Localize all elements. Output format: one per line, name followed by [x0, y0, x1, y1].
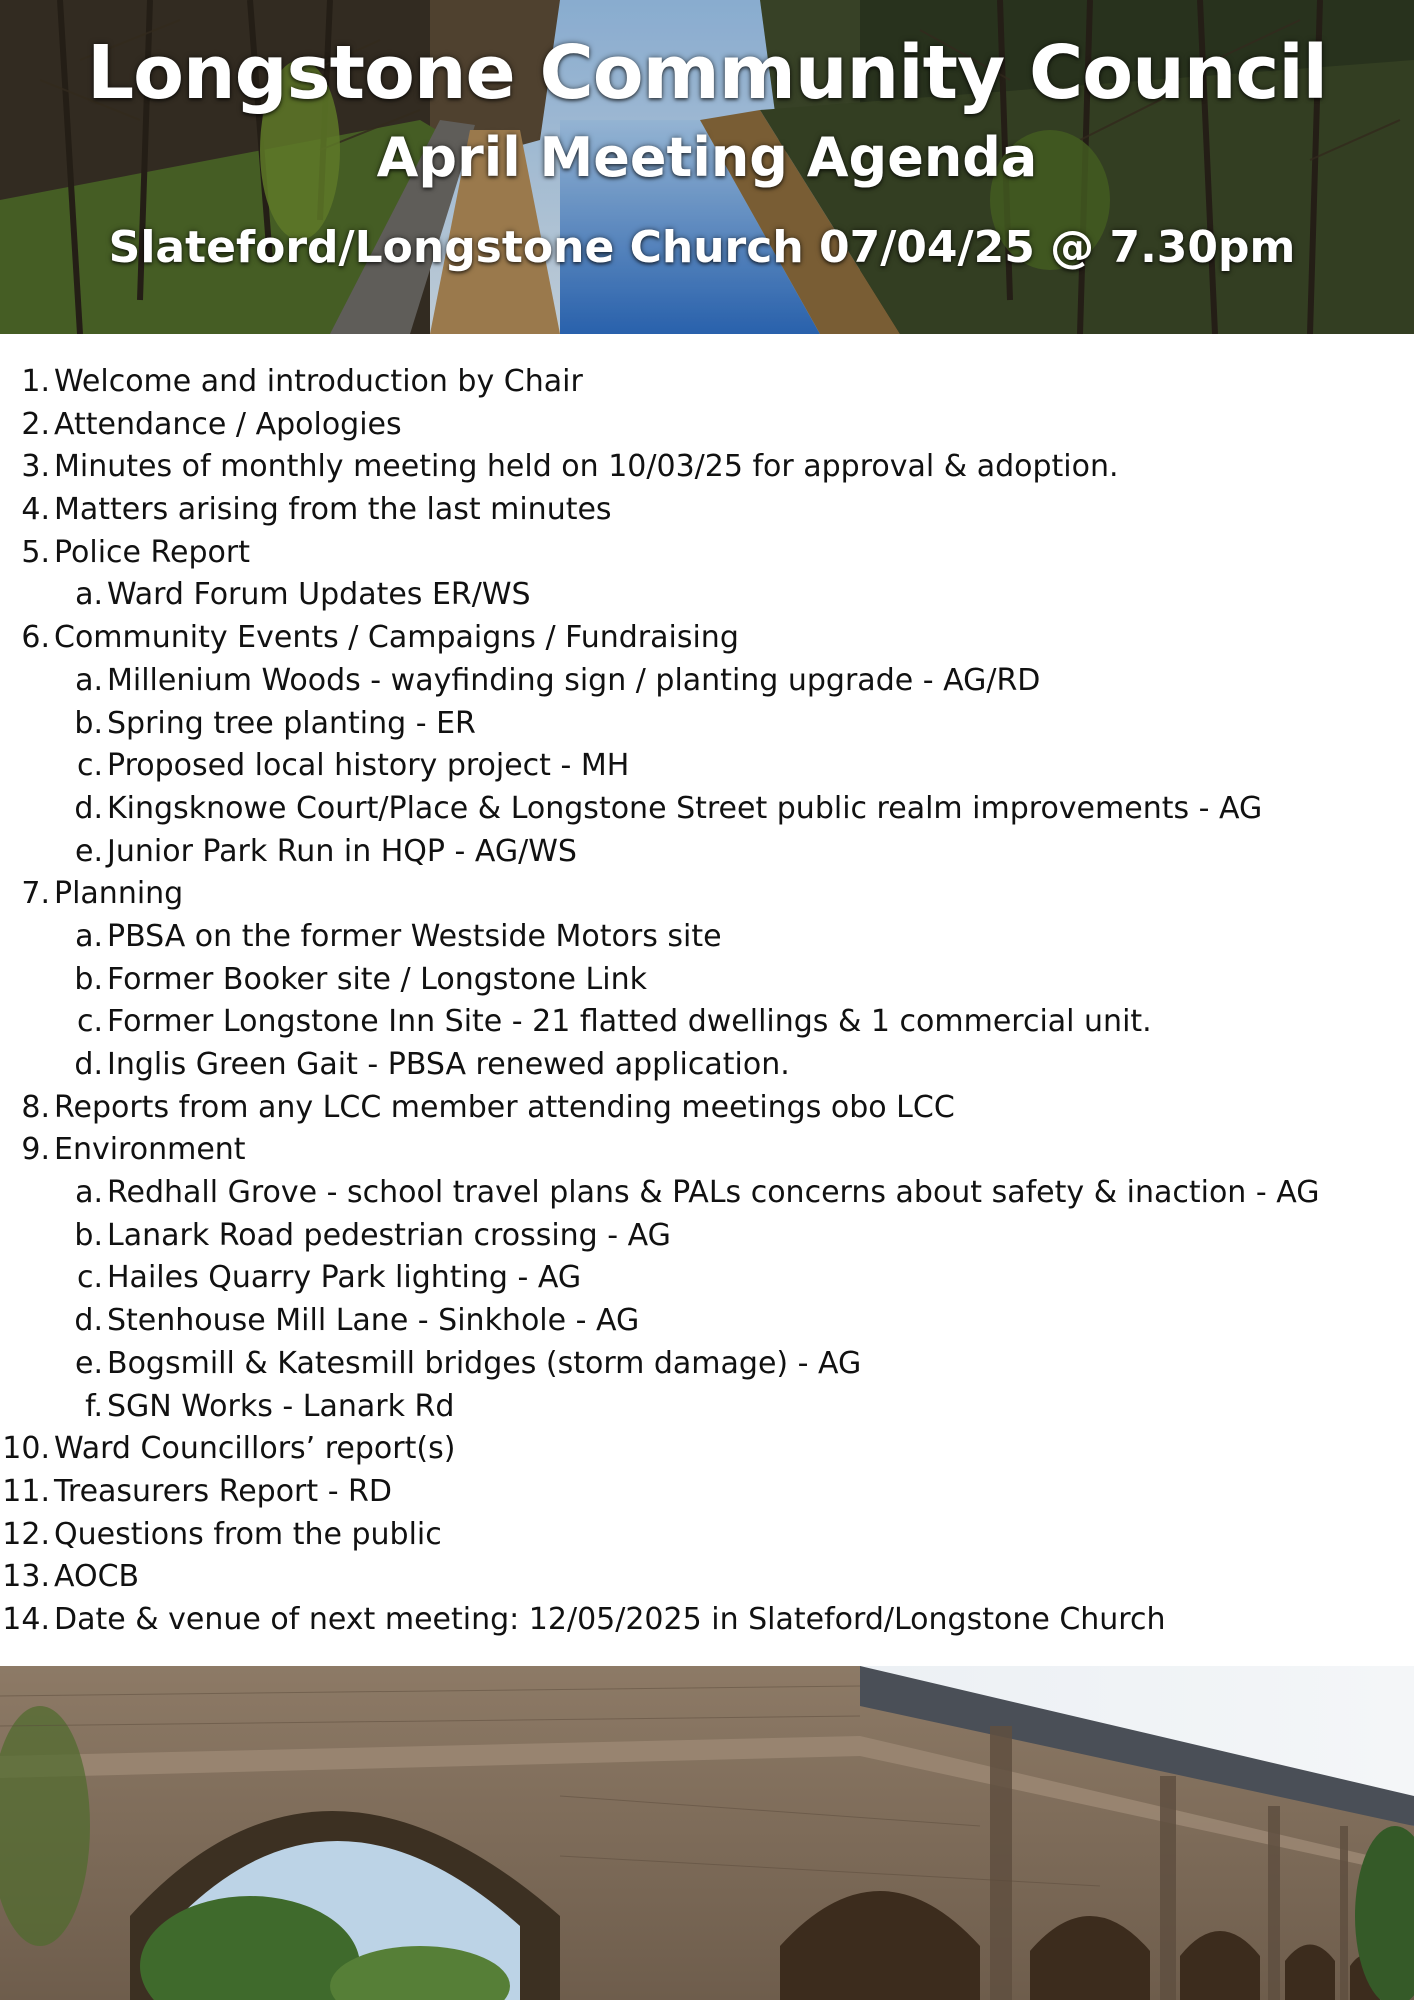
agenda-subitem-text: Hailes Quarry Park lighting - AG: [107, 1260, 582, 1296]
agenda-subitem-letter: d.: [74, 1047, 103, 1082]
agenda-item-text: Community Events / Campaigns / Fundraising: [54, 620, 739, 656]
agenda-subitem-letter: d.: [74, 1303, 103, 1339]
agenda-item-text: Treasurers Report - RD: [54, 1473, 392, 1509]
meeting-subtitle: April Meeting Agenda: [376, 126, 1038, 189]
agenda-subitem-text: Inglis Green Gait - PBSA renewed application.: [107, 1047, 790, 1082]
agenda-subitem-letter: c.: [76, 748, 103, 784]
agenda-subitem-letter: c.: [76, 1260, 103, 1296]
agenda-subitem: [0, 959, 1414, 1002]
agenda-subitem: [0, 831, 1414, 874]
agenda-item-text: Police Report: [54, 534, 250, 570]
agenda-subitem-text: Millenium Woods - wayfinding sign / planting upgrade - AG/RD: [107, 662, 1041, 698]
footer-photo: [0, 1666, 1414, 2000]
agenda-subitem: [0, 1257, 1414, 1300]
agenda-subitem-text: Proposed local history project - MH: [107, 748, 630, 784]
agenda-subitem: [0, 745, 1414, 788]
agenda-subitem-text: Lanark Road pedestrian crossing - AG: [107, 1217, 671, 1253]
meeting-venue-date: Slateford/Longstone Church 07/04/25 @ 7.30pm: [108, 222, 1296, 273]
agenda-subitem-text: Former Longstone Inn Site - 21 flatted dwellings & 1 commercial unit.: [107, 1004, 1152, 1040]
council-title: Longstone Community Council: [86, 30, 1328, 116]
agenda-item-text: Matters arising from the last minutes: [54, 492, 612, 528]
agenda-item-number: 3.: [21, 449, 50, 485]
agenda-item-number: 9.: [21, 1132, 50, 1168]
agenda-item-number: 13.: [2, 1559, 50, 1595]
agenda-subitem-letter: c.: [76, 1004, 103, 1040]
agenda-item: [0, 1428, 1414, 1471]
agenda-subitem-text: Stenhouse Mill Lane - Sinkhole - AG: [107, 1303, 640, 1339]
agenda-item-number: 1.: [21, 364, 50, 399]
agenda-subitem: [0, 703, 1414, 746]
stone-aqueduct-viaduct-photo: [0, 1666, 1414, 2000]
agenda-item-text: Attendance / Apologies: [54, 406, 402, 442]
agenda-subitem: [0, 1343, 1414, 1386]
agenda-subitem: [0, 916, 1414, 959]
agenda-item: [0, 873, 1414, 916]
agenda-item: [0, 617, 1414, 660]
agenda-item-text: AOCB: [54, 1559, 140, 1595]
agenda-subitem-letter: a.: [75, 918, 103, 954]
agenda-subitem-letter: e.: [75, 1345, 103, 1381]
agenda-subitem-text: Junior Park Run in HQP - AG/WS: [107, 833, 577, 869]
agenda-item-number: 11.: [2, 1473, 50, 1509]
agenda-subitem: [0, 1215, 1414, 1258]
agenda-item-text: Welcome and introduction by Chair: [54, 364, 583, 399]
agenda-subitem-letter: d.: [74, 790, 103, 826]
agenda-subitem-letter: f.: [85, 1388, 103, 1424]
agenda-item: [0, 1471, 1414, 1514]
agenda-subitem-text: Ward Forum Updates ER/WS: [107, 577, 531, 613]
agenda-item: [0, 1087, 1414, 1130]
agenda-subitem-letter: b.: [74, 705, 103, 741]
agenda-item: [0, 446, 1414, 489]
agenda-item: [0, 1129, 1414, 1172]
agenda-item-text: Date & venue of next meeting: 12/05/2025 in Slateford/Longstone Church: [54, 1601, 1166, 1637]
agenda-item-text: Reports from any LCC member attending meetings obo LCC: [54, 1089, 955, 1125]
agenda-subitem-text: SGN Works - Lanark Rd: [107, 1388, 455, 1424]
agenda-item-text: Questions from the public: [54, 1516, 442, 1552]
agenda-item-text: Environment: [54, 1132, 246, 1168]
agenda-subitem-text: Former Booker site / Longstone Link: [107, 961, 647, 997]
agenda-item-number: 4.: [21, 492, 50, 528]
agenda-item: [0, 532, 1414, 575]
agenda-item: [0, 361, 1414, 404]
agenda-subitem: [0, 1300, 1414, 1343]
agenda-subitem: [0, 1386, 1414, 1429]
agenda-subitem-letter: a.: [75, 662, 103, 698]
agenda-subitem: [0, 660, 1414, 703]
agenda-item: [0, 1556, 1414, 1599]
agenda-item: [0, 1599, 1414, 1642]
agenda-item-number: 14.: [2, 1601, 50, 1637]
agenda-subitem-letter: b.: [74, 961, 103, 997]
agenda-item-number: 7.: [21, 876, 50, 912]
agenda-item: [0, 404, 1414, 447]
agenda-subitem-letter: a.: [75, 1175, 103, 1211]
agenda-subitem-letter: a.: [75, 577, 103, 613]
agenda-subitem: [0, 1001, 1414, 1044]
agenda-subitem: [0, 1044, 1414, 1087]
header-banner: [0, 0, 1414, 334]
agenda-item-text: Ward Councillors’ report(s): [54, 1431, 456, 1467]
agenda-subitem-letter: b.: [74, 1217, 103, 1253]
agenda-subitem-text: Redhall Grove - school travel plans & PALs concerns about safety & inaction - AG: [107, 1175, 1320, 1211]
agenda-item-number: 10.: [2, 1431, 50, 1467]
agenda-item-number: 6.: [21, 620, 50, 656]
agenda-item-text: Minutes of monthly meeting held on 10/03/25 for approval & adoption.: [54, 449, 1119, 485]
agenda-subitem: [0, 1172, 1414, 1215]
agenda-item-text: Planning: [54, 876, 184, 912]
agenda-item-number: 2.: [21, 406, 50, 442]
agenda-subitem: [0, 574, 1414, 617]
agenda-subitem-text: Bogsmill & Katesmill bridges (storm damage) - AG: [107, 1345, 862, 1381]
agenda-item-number: 5.: [21, 534, 50, 570]
agenda-subitem: [0, 788, 1414, 831]
agenda-list: [0, 361, 1414, 1642]
agenda-item-number: 12.: [2, 1516, 50, 1552]
agenda-subitem-text: PBSA on the former Westside Motors site: [107, 918, 722, 954]
agenda-subitem-text: Spring tree planting - ER: [107, 705, 476, 741]
agenda-subitem-letter: e.: [75, 833, 103, 869]
agenda-item: [0, 489, 1414, 532]
agenda-subitem-text: Kingsknowe Court/Place & Longstone Street public realm improvements - AG: [107, 790, 1263, 826]
agenda-item-number: 8.: [21, 1089, 50, 1125]
agenda-item: [0, 1514, 1414, 1557]
